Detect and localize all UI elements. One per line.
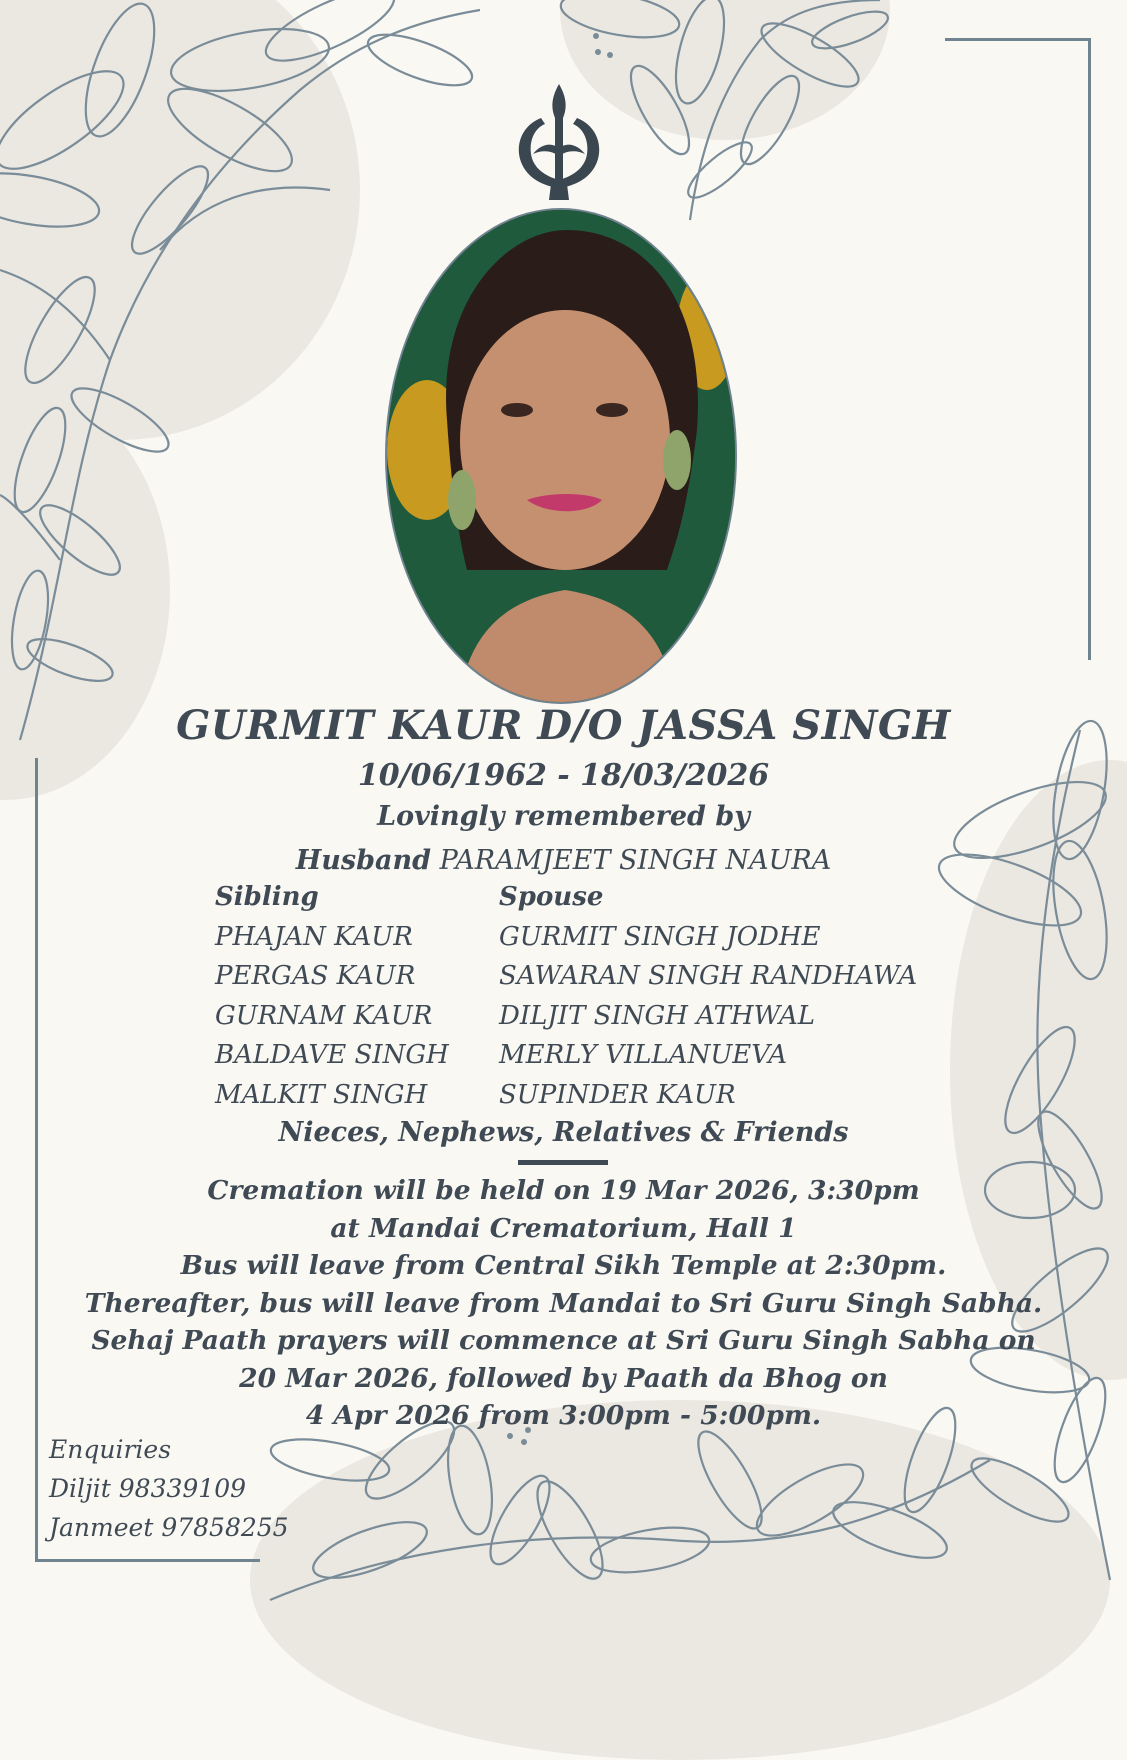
sibling-header: Sibling — [215, 882, 319, 912]
frame-line-bottom-left — [35, 1559, 260, 1562]
siblings-column — [215, 878, 449, 1115]
details-line: 4 Apr 2026 from 3:00pm - 5:00pm. — [305, 1400, 822, 1431]
enquiries-label: Enquiries — [49, 1435, 172, 1464]
details-line: at Mandai Crematorium, Hall 1 — [330, 1212, 797, 1244]
husband-name: PARAMJEET SINGH NAURA — [439, 845, 832, 876]
spouse-name: DILJIT SINGH ATHWAL — [499, 1000, 816, 1031]
portrait-illustration — [387, 210, 735, 702]
frame-line-right — [1088, 38, 1091, 660]
details-line: Bus will leave from Central Sikh Temple at 2:30pm. — [180, 1250, 947, 1281]
details-line: Cremation will be held on 19 Mar 2026, 3:30pm — [207, 1175, 920, 1206]
portrait-photo — [385, 208, 737, 704]
sibling-name: PERGAS KAUR — [215, 961, 416, 991]
relatives-line: Nieces, Nephews, Relatives & Friends — [278, 1117, 849, 1148]
remembered-by-heading: Lovingly remembered by — [377, 801, 750, 832]
details-line: Thereafter, bus will leave from Mandai to Sri Guru Singh Sabha. — [84, 1287, 1043, 1319]
sibling-name: BALDAVE SINGH — [215, 1040, 449, 1070]
section-divider — [518, 1160, 608, 1165]
husband-label: Husband — [295, 845, 431, 876]
enquiries-contact: Janmeet 97858255 — [49, 1513, 289, 1542]
khanda-icon — [511, 84, 607, 200]
sibling-name: GURNAM KAUR — [215, 1000, 433, 1031]
sibling-name: PHAJAN KAUR — [215, 921, 413, 952]
frame-line-top-right — [945, 38, 1091, 41]
spouse-name: SAWARAN SINGH RANDHAWA — [499, 961, 918, 991]
enquiries-block — [49, 1430, 289, 1547]
husband-line — [0, 845, 1127, 876]
spouse-name: SUPINDER KAUR — [499, 1079, 736, 1110]
spouse-header: Spouse — [499, 882, 604, 912]
enquiries-contact: Diljit 98339109 — [49, 1474, 247, 1503]
funeral-details — [0, 1172, 1127, 1435]
life-dates: 10/06/1962 - 18/03/2026 — [357, 758, 770, 793]
spouses-column — [499, 878, 917, 1115]
floral-ornament-top-right — [560, 0, 890, 230]
details-line: 20 Mar 2026, followed by Paath da Bhog on — [239, 1362, 888, 1394]
frame-line-left — [35, 758, 38, 1562]
spouse-name: MERLY VILLANUEVA — [499, 1040, 787, 1070]
spouse-name: GURMIT SINGH JODHE — [499, 921, 821, 952]
sibling-name: MALKIT SINGH — [215, 1079, 428, 1110]
details-line: Sehaj Paath prayers will commence at Sri Guru Singh Sabha on — [91, 1325, 1036, 1356]
deceased-name: GURMIT KAUR D/O JASSA SINGH — [176, 702, 951, 749]
